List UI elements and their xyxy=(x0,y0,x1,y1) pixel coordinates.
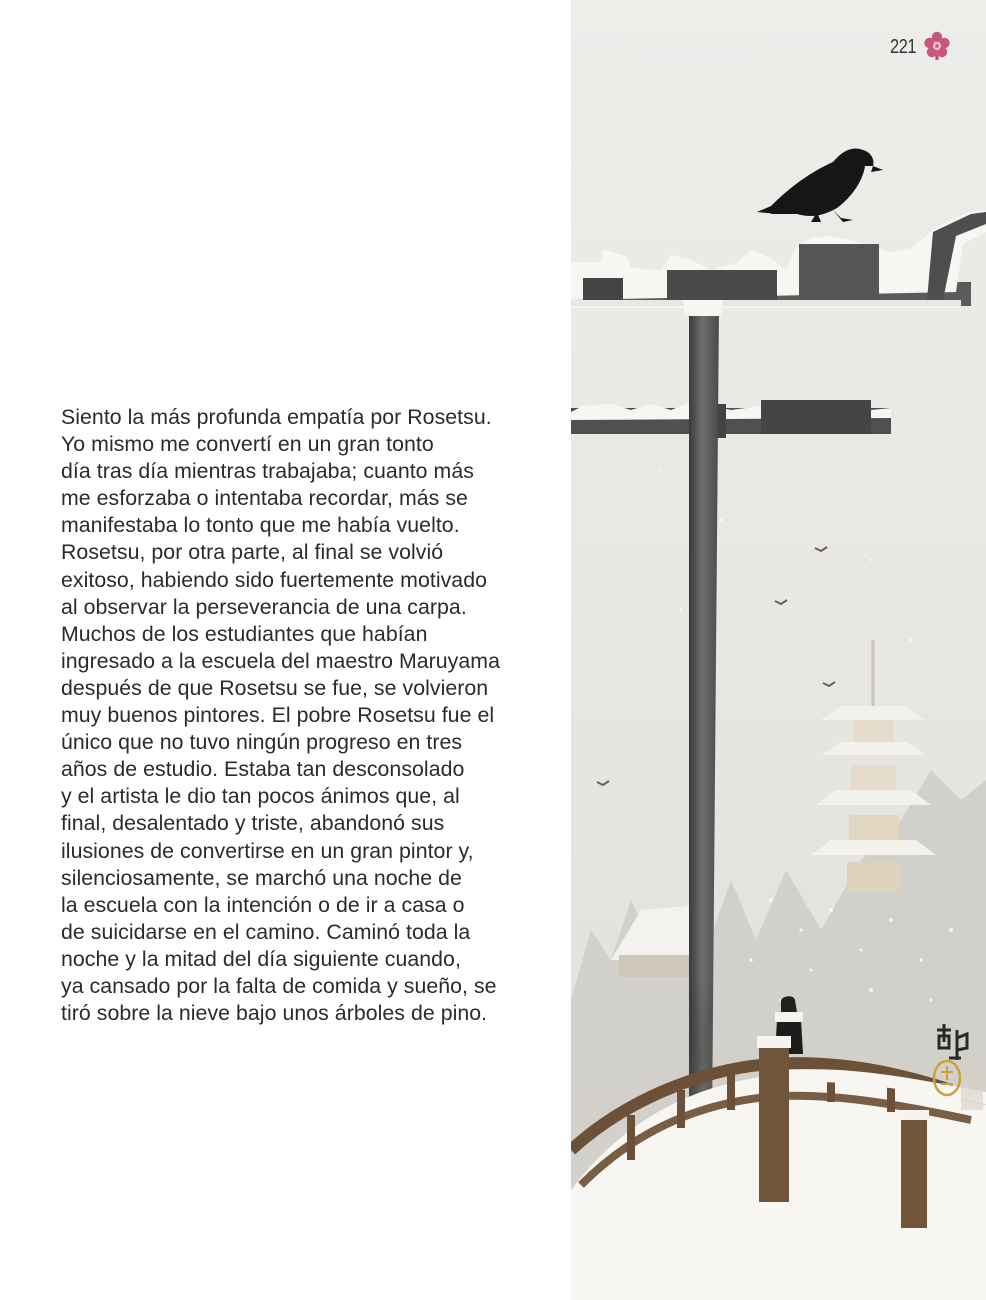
pagoda xyxy=(811,640,936,892)
pink-flower-icon xyxy=(923,31,951,61)
body-paragraph xyxy=(61,404,541,1027)
body-line: ya cansado por la falta de comida y sueño, se xyxy=(61,973,497,998)
body-line: ingresado a la escuela del maestro Maruyama xyxy=(61,648,500,673)
shrine-roof xyxy=(611,905,701,977)
body-line: de suicidarse en el camino. Caminó toda la xyxy=(61,919,471,944)
body-line: y el artista le dio tan pocos ánimos que, al xyxy=(61,784,460,809)
crow xyxy=(757,149,883,223)
body-line: me esforzaba o intentaba recordar, más se xyxy=(61,486,468,511)
body-line: Siento la más profunda empatía por Rosetsu. xyxy=(61,405,492,429)
woodblock-illustration xyxy=(571,0,986,1300)
body-line: Rosetsu, por otra parte, al final se volvió xyxy=(61,540,444,565)
body-line: silenciosamente, se marchó una noche de xyxy=(61,865,462,890)
body-line: Muchos de los estudiantes que habían xyxy=(61,621,428,646)
page-number: 221 xyxy=(890,36,917,58)
body-line: después de que Rosetsu se fue, se volvieron xyxy=(61,675,489,700)
torii-lower-beam xyxy=(571,400,891,438)
body-line: tiró sobre la nieve bajo unos árboles de pino. xyxy=(61,1001,488,1026)
body-line: Yo mismo me convertí en un gran tonto xyxy=(61,432,434,457)
body-line: día tras día mientras trabajaba; cuanto más xyxy=(61,459,474,484)
body-line: exitoso, habiendo sido fuertemente motivado xyxy=(61,567,487,592)
body-line: al observar la perseverancia de una carpa. xyxy=(61,594,467,619)
body-line: años de estudio. Estaba tan desconsolado xyxy=(61,757,465,782)
torii-top-beam xyxy=(571,210,986,308)
body-line: muy buenos pintores. El pobre Rosetsu fue el xyxy=(61,703,495,728)
body-line: manifestaba lo tonto que me había vuelto. xyxy=(61,513,460,538)
body-line: noche y la mitad del día siguiente cuando, xyxy=(61,946,461,971)
body-line: final, desalentado y triste, abandonó sus xyxy=(61,811,445,836)
body-line: único que no tuvo ningún progreso en tres xyxy=(61,730,463,755)
body-line: ilusiones de convertirse en un gran pintor y, xyxy=(61,838,474,863)
body-line: la escuela con la intención o de ir a casa o xyxy=(61,892,465,917)
